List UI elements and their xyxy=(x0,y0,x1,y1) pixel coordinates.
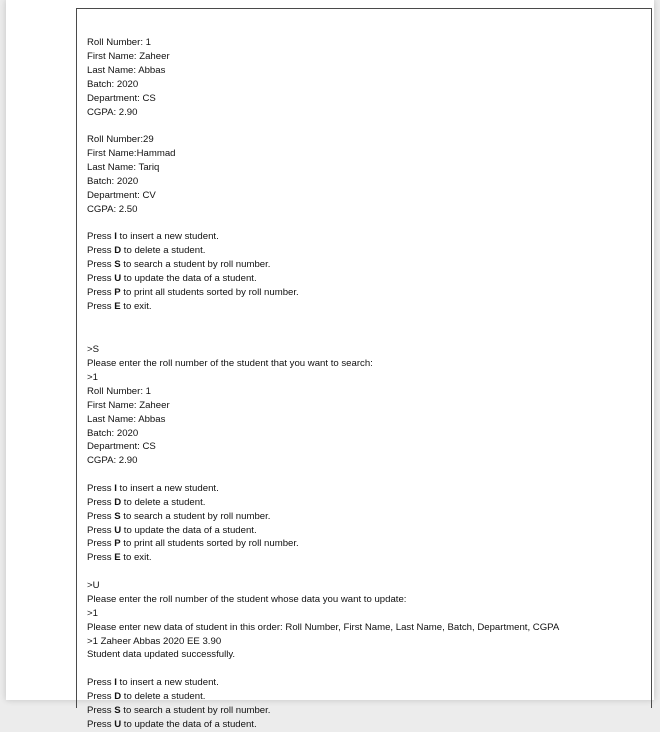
menu-item-search: Press S to search a student by roll number. xyxy=(87,704,271,716)
search-interaction xyxy=(87,343,642,468)
menu-item-insert: Press I to insert a new student. xyxy=(87,676,219,688)
menu-item-exit: Press E to exit. xyxy=(87,552,152,564)
menu-item-search: Press S to search a student by roll number. xyxy=(87,510,271,522)
department: Department: CV xyxy=(87,189,156,201)
menu-item-delete: Press D to delete a student. xyxy=(87,496,206,508)
menu-item-insert: Press I to insert a new student. xyxy=(87,231,219,243)
new-data-input: >1 Zaheer Abbas 2020 EE 3.90 xyxy=(87,635,222,647)
cgpa: CGPA: 2.90 xyxy=(87,455,138,467)
command-input: >S xyxy=(87,344,100,356)
menu-item-print: Press P to print all students sorted by roll number. xyxy=(87,538,299,550)
last-name: Last Name: Abbas xyxy=(87,64,166,76)
student-record xyxy=(87,36,642,119)
menu-block xyxy=(87,482,642,565)
command-input: >U xyxy=(87,579,100,591)
new-data-prompt: Please enter new data of student in this order: Roll Number, First Name, Last Name, Batch, Department, CGPA xyxy=(87,621,560,633)
menu-item-insert: Press I to insert a new student. xyxy=(87,482,219,494)
menu-item-update: Press U to update the data of a student. xyxy=(87,524,257,536)
menu-item-update: Press U to update the data of a student. xyxy=(87,718,257,730)
roll-input: >1 xyxy=(87,607,98,619)
first-name: First Name:Hammad xyxy=(87,147,176,159)
batch: Batch: 2020 xyxy=(87,175,139,187)
department: Department: CS xyxy=(87,92,156,104)
console-output xyxy=(87,36,642,732)
menu-item-delete: Press D to delete a student. xyxy=(87,244,206,256)
cgpa: CGPA: 2.50 xyxy=(87,203,138,215)
department: Department: CS xyxy=(87,441,156,453)
roll-number: Roll Number: 1 xyxy=(87,37,151,48)
batch: Batch: 2020 xyxy=(87,427,139,439)
update-success-message: Student data updated successfully. xyxy=(87,649,236,661)
cgpa: CGPA: 2.90 xyxy=(87,106,138,118)
menu-item-print: Press P to print all students sorted by roll number. xyxy=(87,286,299,298)
roll-number: Roll Number:29 xyxy=(87,134,154,146)
first-name: First Name: Zaheer xyxy=(87,399,170,411)
menu-item-update: Press U to update the data of a student. xyxy=(87,272,257,284)
menu-block xyxy=(87,676,642,732)
batch: Batch: 2020 xyxy=(87,78,139,90)
roll-input: >1 xyxy=(87,371,98,383)
update-interaction xyxy=(87,579,642,662)
roll-number: Roll Number: 1 xyxy=(87,385,151,397)
update-prompt: Please enter the roll number of the student whose data you want to update: xyxy=(87,593,407,605)
menu-item-search: Press S to search a student by roll number. xyxy=(87,258,271,270)
search-prompt: Please enter the roll number of the student that you want to search: xyxy=(87,358,373,369)
last-name: Last Name: Tariq xyxy=(87,161,160,173)
first-name: First Name: Zaheer xyxy=(87,50,170,62)
last-name: Last Name: Abbas xyxy=(87,413,166,425)
menu-block xyxy=(87,230,642,313)
menu-item-exit: Press E to exit. xyxy=(87,300,152,312)
menu-item-delete: Press D to delete a student. xyxy=(87,690,206,702)
student-record xyxy=(87,133,642,216)
